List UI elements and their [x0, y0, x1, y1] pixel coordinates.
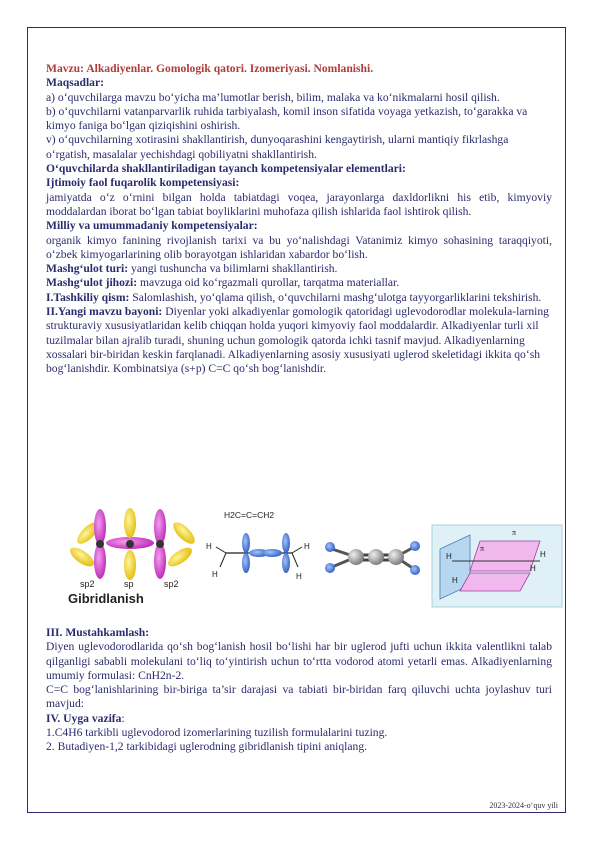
goal-v: v) o‘quvchilarning xotirasini shakllantirish, dunyoqarashini kengaytirish, ularni mantiqiy fikrlashga o‘rgatish, masalalar yechishdagi qobiliyatni shakllantirish. — [46, 133, 509, 161]
h-label: H — [452, 576, 458, 585]
new-topic — [46, 305, 552, 376]
new-topic-value: Diyenlar yoki alkadiyenlar gomologik qatoridagi uglevodorodlar molekula-larning strukturaviy xususiyatlaridan kelib chiqqan holda yuqori kimyoviy faol moddalardir. Alkadiyenlar turli xil tuzilmalar bilan ajralib turadi, shuning uchun gomologik qatorda ichki tasnif mavjud. Alkadiyenlarning xossalari bir-biridan keskin farqlanadi. Alkadiyenlarning asosiy xususiyati uglerod skeletidagi ikkita qo‘sh bog‘lanishdir. Kombinatsiya (s+p) C=C qo‘sh bog‘lanishdir. — [46, 305, 549, 376]
allene-structure — [206, 510, 310, 581]
reinforce-heading: III. Mustahkamlash: — [46, 626, 150, 639]
reinforcement-section — [46, 626, 552, 755]
national-text: organik kimyo fanining rivojlanish tarixi va bu yo‘nalishdagi Vatanimiz kimyo sohasining taraqqiyoti, o‘zbek kimyogarlarining olib borayotgan ishlaridan xabardor bo‘lish. — [46, 233, 552, 261]
goal-a: a) o‘quvchilarga mavzu bo‘yicha ma’lumotlar berish, bilim, malaka va ko‘nikmalarni hosil qilish. — [46, 90, 500, 104]
org-part — [46, 291, 552, 305]
goals-heading: Maqsadlar: — [46, 76, 104, 90]
lesson-type-label: Mashg‘ulot turi: — [46, 262, 129, 276]
h-label: H — [206, 542, 212, 551]
footer-year: 2023-2024-o‘quv yili — [489, 801, 558, 810]
lesson-type-value: yangi tushuncha va bilimlarni shakllantirish. — [128, 262, 338, 276]
topic-title: Mavzu: Alkadiyenlar. Gomologik qatori. Izomeriyasi. Nomlanishi. — [46, 62, 374, 75]
lesson-equipment-value: mavzuga oid ko‘rgazmali qurollar, tarqatma materiallar. — [137, 276, 400, 290]
main-content — [46, 62, 552, 377]
org-label: I.Tashkiliy qism: — [46, 290, 130, 304]
sp2-left-label: sp2 — [80, 579, 95, 589]
org-value: Salomlashish, yo‘qlama qilish, o‘quvchilarni mashg‘ulotga tayyorgarliklarini tekshirish. — [129, 290, 542, 304]
reinforce-text-2: C=C bog‘lanishlarining bir-biriga ta’sir darajasi va tabiati bir-biridan farq qiluvchi uchta joylashuv turi mavjud: — [46, 683, 552, 711]
competencies-heading: O‘quvchilarda shakllantiriladigan tayanch kompetensiyalar elementlari: — [46, 162, 406, 176]
homework-heading-line — [46, 712, 552, 726]
lesson-type — [46, 262, 552, 276]
h-label: H — [304, 542, 310, 551]
h-label: H — [446, 552, 452, 561]
homework-item-1: 1.C4H6 tarkibli uglevodorod izomerlarining tuzilish formulalarini tuzing. — [46, 726, 388, 740]
pi-label: π — [480, 544, 485, 553]
civic-heading: Ijtimoiy faol fuqarolik kompetensiyasi: — [46, 176, 240, 190]
homework-heading: IV. Uyga vazifa — [46, 711, 122, 725]
figure-caption: Gibridlanish — [68, 591, 144, 606]
new-topic-label: II.Yangi mavzu bayoni: — [46, 305, 163, 319]
h-label: H — [212, 570, 218, 579]
sp-mid-label: sp — [124, 579, 134, 589]
h-label: H — [296, 572, 302, 581]
civic-text: jamiyatda o‘z o‘rnini bilgan holda tabiatdagi voqea, jarayonlarga daxldorlikni his etib, kimyoviy moddalardan iborat bo‘lgan tabiat boyliklarini muhofaza qilish ishlarida faol ishtirok qilish. — [46, 190, 552, 218]
lesson-equipment — [46, 276, 552, 290]
homework-item-2: 2. Butadiyen-1,2 tarkibidagi uglerodning gibridlanish tipini aniqlang. — [46, 740, 368, 754]
lesson-equipment-label: Mashg‘ulot jihozi: — [46, 276, 138, 290]
allene-formula: H2C=C=CH2 — [224, 510, 275, 520]
pi-label: π — [512, 528, 517, 537]
pi-plane-diagram — [432, 525, 562, 607]
goal-b: b) o‘quvchilarni vatanparvarlik ruhida tarbiyalash, komil inson sifatida voyaga yetkazish, to‘garakka va kimyo faniga bo‘lgan qiziqishini oshirish. — [46, 104, 528, 133]
h-label: H — [540, 550, 546, 559]
sp2-right-label: sp2 — [164, 579, 179, 589]
homework-colon: : — [121, 711, 125, 725]
orbital-diagram — [67, 508, 198, 589]
reinforce-text-1: Diyen uglevodorodlarida qo‘sh bog‘lanish hosil bo‘lishi har bir uglerod jufti uchun ikkita valentlikni talab qilganligi sababli molekulani to‘liq to‘yintirish uchun to‘rtta vodorod atomi yetarli emas. Alkadiyenlarning umumiy formulasi: CnH2n-2. — [46, 640, 552, 682]
ball-and-stick-model — [325, 541, 420, 575]
h-label: H — [530, 564, 536, 573]
national-heading: Milliy va umummadaniy kompetensiyalar: — [46, 219, 258, 233]
